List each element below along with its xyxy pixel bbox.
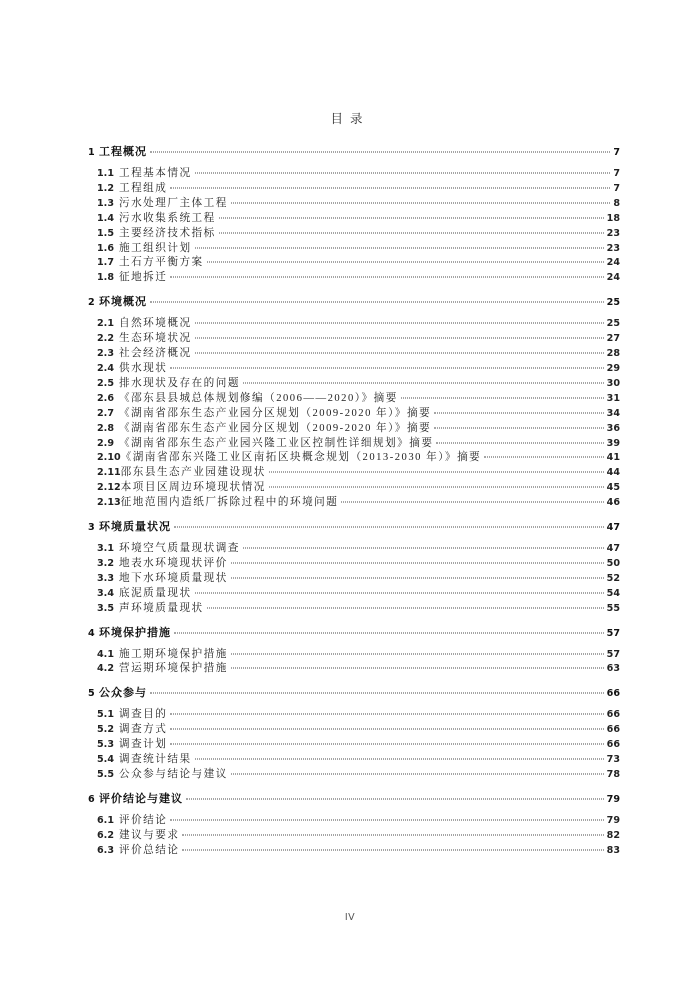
toc-entry-number: 5.5	[97, 769, 114, 780]
toc-entry-page: 29	[606, 362, 620, 374]
toc-sub-entry	[97, 602, 620, 617]
toc-entry-title: 评价结论	[119, 814, 168, 826]
toc-entry-page: 46	[606, 497, 620, 509]
toc-entry-title: 《湖南省邵东生态产业园分区规划（2009-2020 年）》摘要	[119, 407, 432, 419]
toc-sub-entry	[97, 829, 620, 844]
dot-leader	[434, 412, 603, 413]
toc-sub-entry	[97, 814, 620, 829]
toc-sub-entry	[97, 392, 620, 407]
toc-entry-page: 79	[606, 814, 620, 826]
dot-leader	[195, 759, 604, 760]
toc-entry-title: 环境空气质量现状调查	[119, 543, 240, 555]
dot-leader	[195, 353, 604, 354]
toc-entry-page: 57	[606, 627, 620, 639]
toc-entry-title: 调查目的	[119, 709, 168, 721]
toc-entry-number: 2.7	[97, 407, 114, 419]
toc-entry-page: 83	[606, 844, 620, 856]
table-of-contents	[88, 144, 620, 859]
toc-entry-page: 24	[606, 257, 620, 269]
dot-leader	[401, 397, 604, 398]
dot-leader	[182, 849, 603, 850]
toc-entry-page: 54	[606, 587, 620, 599]
dot-leader	[231, 774, 604, 775]
toc-sub-entry	[97, 256, 620, 271]
toc-sub-entry	[97, 332, 620, 347]
toc-entry-title: 污水收集系统工程	[119, 212, 216, 224]
footer-page-number: IV	[344, 912, 356, 923]
toc-entry-page: 25	[606, 297, 620, 309]
toc-entry-title: 施工期环境保护措施	[119, 648, 228, 660]
toc-sub-entry	[97, 377, 620, 392]
toc-entry-page: 66	[606, 688, 620, 700]
toc-entry-page: 24	[606, 272, 620, 284]
toc-entry-title: 公众参与	[99, 687, 147, 700]
dot-leader	[150, 693, 604, 694]
dot-leader	[174, 632, 604, 633]
toc-sub-entry	[97, 422, 620, 437]
toc-entry-page: 31	[606, 392, 620, 404]
dot-leader	[484, 457, 603, 458]
toc-sub-entry	[97, 738, 620, 753]
toc-entry-number: 1.2	[97, 182, 114, 194]
toc-entry-title: 社会经济概况	[119, 348, 192, 360]
dot-leader	[170, 277, 603, 278]
toc-entry-title: 《湖南省邵东生态产业园分区规划（2009-2020 年）》摘要	[119, 422, 432, 434]
toc-sub-entry	[97, 317, 620, 332]
toc-entry-page: 57	[606, 648, 620, 660]
toc-entry-page: 23	[606, 227, 620, 239]
toc-entry-number: 1.6	[97, 242, 114, 254]
dot-leader	[170, 729, 603, 730]
toc-sub-entry	[97, 182, 620, 197]
toc-sub-entry	[97, 197, 620, 212]
toc-entry-title: 自然环境概况	[119, 318, 192, 330]
toc-sub-entry	[97, 557, 620, 572]
toc-sub-entry	[97, 542, 620, 557]
toc-entry-page: 52	[606, 572, 620, 584]
toc-chapter-entry	[88, 625, 620, 642]
toc-entry-number: 6.3	[97, 844, 114, 856]
toc-entry-number: 1.5	[97, 227, 114, 239]
toc-entry-page: 55	[606, 602, 620, 614]
toc-entry-title: 土石方平衡方案	[119, 257, 204, 269]
dot-leader	[269, 487, 604, 488]
toc-entry-title: 工程基本情况	[119, 168, 192, 179]
dot-leader	[170, 367, 603, 368]
toc-entry-page: 44	[606, 467, 620, 479]
toc-entry-title: 本项目区周边环境现状情况	[120, 482, 266, 494]
toc-entry-page: 78	[606, 769, 620, 780]
toc-entry-title: 调查统计结果	[119, 754, 192, 766]
toc-entry-number: 5	[88, 688, 95, 700]
toc-sub-entry	[97, 496, 620, 511]
toc-entry-page: 50	[606, 557, 620, 569]
toc-chapter-entry	[88, 519, 620, 536]
dot-leader	[219, 232, 604, 233]
toc-entry-page: 66	[606, 724, 620, 736]
toc-entry-page: 45	[606, 482, 620, 494]
dot-leader	[243, 548, 604, 549]
dot-leader	[195, 323, 604, 324]
dot-leader	[436, 442, 603, 443]
toc-entry-page: 66	[606, 709, 620, 721]
toc-entry-title: 工程组成	[119, 182, 168, 194]
toc-entry-title: 地下水环境质量现状	[119, 572, 228, 584]
toc-entry-number: 6	[88, 793, 95, 805]
toc-entry-number: 3	[88, 522, 95, 534]
toc-entry-number: 3.1	[97, 543, 114, 555]
toc-entry-number: 1.3	[97, 197, 114, 209]
dot-leader	[231, 577, 604, 578]
toc-entry-title: 营运期环境保护措施	[119, 663, 228, 675]
toc-sub-entry	[97, 212, 620, 227]
toc-sub-entry	[97, 768, 620, 783]
toc-sub-entry	[97, 437, 620, 452]
toc-sub-entry	[97, 572, 620, 587]
toc-sub-entry	[97, 347, 620, 362]
toc-chapter-entry	[88, 685, 620, 702]
toc-entry-title: 调查方式	[119, 724, 168, 736]
toc-entry-number: 1.4	[97, 212, 114, 224]
dot-leader	[219, 217, 604, 218]
toc-entry-number: 2.2	[97, 333, 114, 345]
dot-leader	[170, 744, 603, 745]
dot-leader	[231, 202, 610, 203]
dot-leader	[170, 819, 603, 820]
toc-entry-title: 底泥质量现状	[119, 587, 192, 599]
toc-entry-title: 排水现状及存在的问题	[119, 377, 240, 389]
dot-leader	[182, 834, 603, 835]
dot-leader	[341, 502, 603, 503]
dot-leader	[269, 472, 604, 473]
toc-entry-title: 《邵东县县城总体规划修编（2006——2020）》摘要	[119, 392, 398, 404]
toc-sub-entry	[97, 466, 620, 481]
toc-entry-number: 6.2	[97, 829, 114, 841]
toc-entry-number: 4	[88, 627, 95, 639]
toc-entry-title: 施工组织计划	[119, 242, 192, 254]
toc-entry-title: 环境概况	[99, 296, 147, 309]
toc-entry-title: 污水处理厂主体工程	[119, 197, 228, 209]
toc-sub-entry	[97, 167, 620, 182]
toc-entry-number: 4.1	[97, 648, 114, 660]
toc-entry-title: 声环境质量现状	[119, 602, 204, 614]
toc-entry-title: 地表水环境现状评价	[119, 557, 228, 569]
toc-entry-number: 2.3	[97, 348, 114, 360]
toc-entry-title: 《湖南省邵东兴隆工业区南拓区块概念规划（2013-2030 年）》摘要	[120, 452, 482, 464]
toc-entry-page: 7	[613, 168, 620, 179]
toc-sub-entry	[97, 271, 620, 286]
toc-entry-page: 34	[606, 407, 620, 419]
toc-sub-entry	[97, 362, 620, 377]
toc-sub-entry	[97, 708, 620, 723]
dot-leader	[231, 562, 604, 563]
toc-entry-title: 征地拆迁	[119, 272, 168, 284]
toc-entry-page: 82	[606, 829, 620, 841]
page-title: 目录	[330, 112, 370, 126]
toc-entry-number: 2.4	[97, 362, 114, 374]
toc-entry-number: 3.2	[97, 557, 114, 569]
toc-entry-title: 工程概况	[99, 146, 147, 158]
toc-entry-title: 生态环境状况	[119, 333, 192, 345]
toc-entry-number: 5.1	[97, 709, 114, 721]
toc-entry-title: 建议与要求	[119, 829, 180, 841]
toc-entry-title: 征地范围内造纸厂拆除过程中的环境问题	[120, 497, 339, 509]
toc-entry-number: 5.2	[97, 724, 114, 736]
toc-entry-title: 调查计划	[119, 739, 168, 751]
toc-chapter-entry	[88, 791, 620, 808]
toc-entry-page: 73	[606, 754, 620, 766]
toc-entry-number: 1.7	[97, 257, 114, 269]
toc-sub-entry	[97, 723, 620, 738]
toc-entry-page: 39	[606, 437, 620, 449]
toc-sub-entry	[97, 481, 620, 496]
dot-leader	[174, 527, 604, 528]
toc-entry-number: 2.1	[97, 318, 114, 330]
toc-sub-entry	[97, 662, 620, 677]
toc-entry-title: 主要经济技术指标	[119, 227, 216, 239]
toc-entry-number: 2.9	[97, 437, 114, 449]
toc-entry-title: 环境质量状况	[99, 521, 171, 534]
dot-leader	[231, 668, 604, 669]
toc-entry-number: 4.2	[97, 663, 114, 675]
toc-sub-entry	[97, 648, 620, 663]
toc-entry-page: 63	[606, 663, 620, 675]
toc-entry-number: 2.8	[97, 422, 114, 434]
toc-entry-page: 8	[613, 197, 620, 209]
toc-entry-page: 66	[606, 739, 620, 751]
toc-entry-number: 2.11	[97, 467, 121, 479]
toc-entry-number: 2.6	[97, 392, 114, 404]
toc-entry-number: 2	[88, 297, 95, 309]
toc-entry-page: 36	[606, 422, 620, 434]
toc-sub-entry	[97, 753, 620, 768]
toc-entry-title: 评价结论与建议	[99, 792, 183, 805]
toc-sub-entry	[97, 407, 620, 422]
dot-leader	[207, 607, 604, 608]
toc-entry-page: 47	[606, 522, 620, 534]
toc-sub-entry	[97, 844, 620, 859]
dot-leader	[195, 338, 604, 339]
dot-leader	[195, 592, 604, 593]
dot-leader	[207, 262, 604, 263]
dot-leader	[434, 427, 603, 428]
toc-sub-entry	[97, 227, 620, 242]
toc-entry-title: 供水现状	[119, 362, 168, 374]
toc-entry-number: 1.1	[97, 168, 114, 179]
toc-chapter-entry	[88, 144, 620, 161]
toc-entry-title: 《湖南省邵东生态产业园兴隆工业区控制性详细规划》摘要	[119, 437, 434, 449]
toc-entry-number: 6.1	[97, 814, 114, 826]
dot-leader	[195, 173, 611, 174]
toc-entry-title: 邵东县生态产业园建设现状	[120, 467, 266, 479]
toc-entry-page: 7	[613, 182, 620, 194]
dot-leader	[195, 247, 604, 248]
toc-sub-entry	[97, 242, 620, 257]
toc-entry-number: 3.4	[97, 587, 114, 599]
toc-entry-number: 3.5	[97, 602, 114, 614]
toc-entry-title: 公众参与结论与建议	[119, 769, 228, 780]
toc-entry-page: 7	[613, 147, 620, 158]
dot-leader	[186, 798, 604, 799]
dot-leader	[170, 187, 610, 188]
toc-entry-number: 2.5	[97, 377, 114, 389]
toc-entry-page: 41	[606, 452, 620, 464]
toc-entry-page: 25	[606, 318, 620, 330]
toc-chapter-entry	[88, 294, 620, 311]
dot-leader	[150, 152, 610, 153]
toc-entry-number: 2.13	[97, 497, 121, 509]
toc-entry-title: 评价总结论	[119, 844, 180, 856]
toc-entry-number: 2.10	[97, 452, 121, 464]
toc-entry-number: 2.12	[97, 482, 121, 494]
toc-entry-number: 1	[88, 147, 95, 158]
toc-entry-page: 23	[606, 242, 620, 254]
toc-sub-entry	[97, 587, 620, 602]
dot-leader	[150, 302, 604, 303]
toc-entry-page: 79	[606, 793, 620, 805]
toc-entry-number: 3.3	[97, 572, 114, 584]
toc-sub-entry	[97, 451, 620, 466]
toc-entry-page: 27	[606, 333, 620, 345]
toc-entry-number: 1.8	[97, 272, 114, 284]
toc-entry-number: 5.4	[97, 754, 114, 766]
dot-leader	[243, 382, 604, 383]
toc-entry-page: 18	[606, 212, 620, 224]
toc-entry-page: 28	[606, 348, 620, 360]
toc-entry-page: 47	[606, 543, 620, 555]
dot-leader	[231, 653, 604, 654]
dot-leader	[170, 714, 603, 715]
toc-entry-number: 5.3	[97, 739, 114, 751]
toc-entry-page: 30	[606, 377, 620, 389]
toc-entry-title: 环境保护措施	[99, 626, 171, 639]
